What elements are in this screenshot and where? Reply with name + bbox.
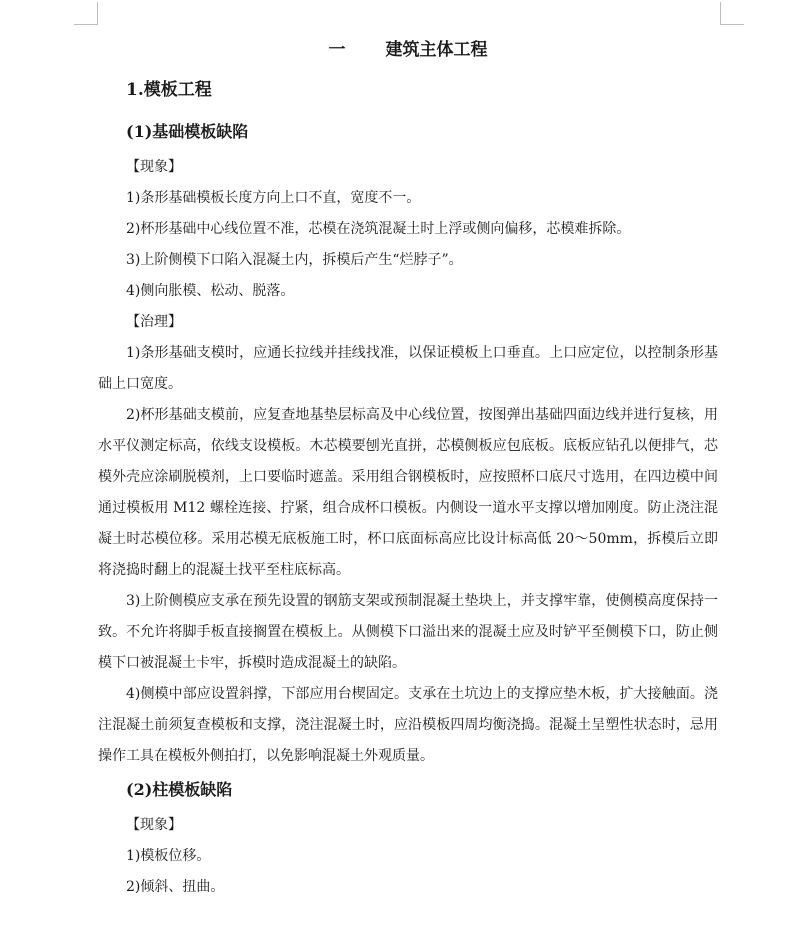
- phenomena-item: 2)倾斜、扭曲。: [126, 879, 225, 895]
- treatment-paragraph: 4)侧模中部应设置斜撑，下部应用台楔固定。支承在土坑边上的支撑应垫木板，扩大接触面。浇注混凝土前须复查模板和支撑，浇注混凝土时，应沿模板四周均衡浇捣。混凝土呈塑性状态时，忌用操作工具在模板外侧拍打，以免影响混凝土外观质量。: [98, 686, 718, 764]
- phenomena-item: 2)杯形基础中心线位置不准，芯模在浇筑混凝土时上浮或侧向偏移，芯模难拆除。: [126, 221, 631, 237]
- chapter-heading: [98, 36, 718, 64]
- treatment-paragraph: 2)杯形基础支模前，应复查地基垫层标高及中心线位置，按图弹出基础四面边线并进行复核，用水平仪测定标高，依线支设模板。木芯模要刨光直拼，芯模侧板应包底板。底板应钻孔以便排气，芯模外壳应涂刷脱模剂，上口要临时遮盖。采用组合钢模板时，应按照杯口底尺寸选用，在四边模中间通过模板用 M12 螺栓连接、拧紧，组合成杯口模板。内侧设一道水平支撑以增加刚度。防止浇注混凝土时芯模位移。采用芯模无底板施工时，杯口底面标高应比设计标高低 20～50mm，拆模后立即将浇捣时翻上的混凝土找平至柱底标高。: [98, 407, 718, 578]
- phenomena-item: 1)模板位移。: [126, 848, 211, 864]
- treatment-label: 【治理】: [126, 314, 182, 330]
- crop-mark-top-right: [720, 24, 744, 25]
- phenomena-item: 3)上阶侧模下口陷入混凝土内，拆模后产生“烂脖子”。: [126, 252, 463, 268]
- treatment-paragraph: 3)上阶侧模应支承在预先设置的钢筋支架或预制混凝土垫块上，并支撑牢靠，使侧模高度保持一致。不允许将脚手板直接搁置在模板上。从侧模下口溢出来的混凝土应及时铲平至侧模下口，防止侧模下口被混凝土卡牢，拆模时造成混凝土的缺陷。: [98, 593, 718, 671]
- crop-mark-top-left-vertical: [97, 2, 98, 24]
- treatment-paragraph: 1)条形基础支模时，应通长拉线并挂线找准，以保证模板上口垂直。上口应定位，以控制条形基础上口宽度。: [98, 345, 718, 392]
- chapter-title: 建筑主体工程: [385, 40, 488, 60]
- chapter-number: 一: [328, 40, 346, 60]
- phenomena-item: 1)条形基础模板长度方向上口不直，宽度不一。: [126, 190, 421, 206]
- phenomena-item: 4)侧向胀模、松动、脱落。: [126, 283, 295, 299]
- phenomena-label: 【现象】: [126, 159, 182, 175]
- phenomena-label: 【现象】: [126, 817, 182, 833]
- subsection-heading-column-formwork: (2)柱模板缺陷: [126, 780, 233, 799]
- crop-mark-top-right-vertical: [720, 2, 721, 24]
- crop-mark-top-left: [74, 24, 98, 25]
- section-heading-formwork: 1.模板工程: [126, 80, 212, 100]
- document-body: [98, 36, 718, 903]
- subsection-heading-foundation-formwork: (1)基础模板缺陷: [126, 122, 249, 141]
